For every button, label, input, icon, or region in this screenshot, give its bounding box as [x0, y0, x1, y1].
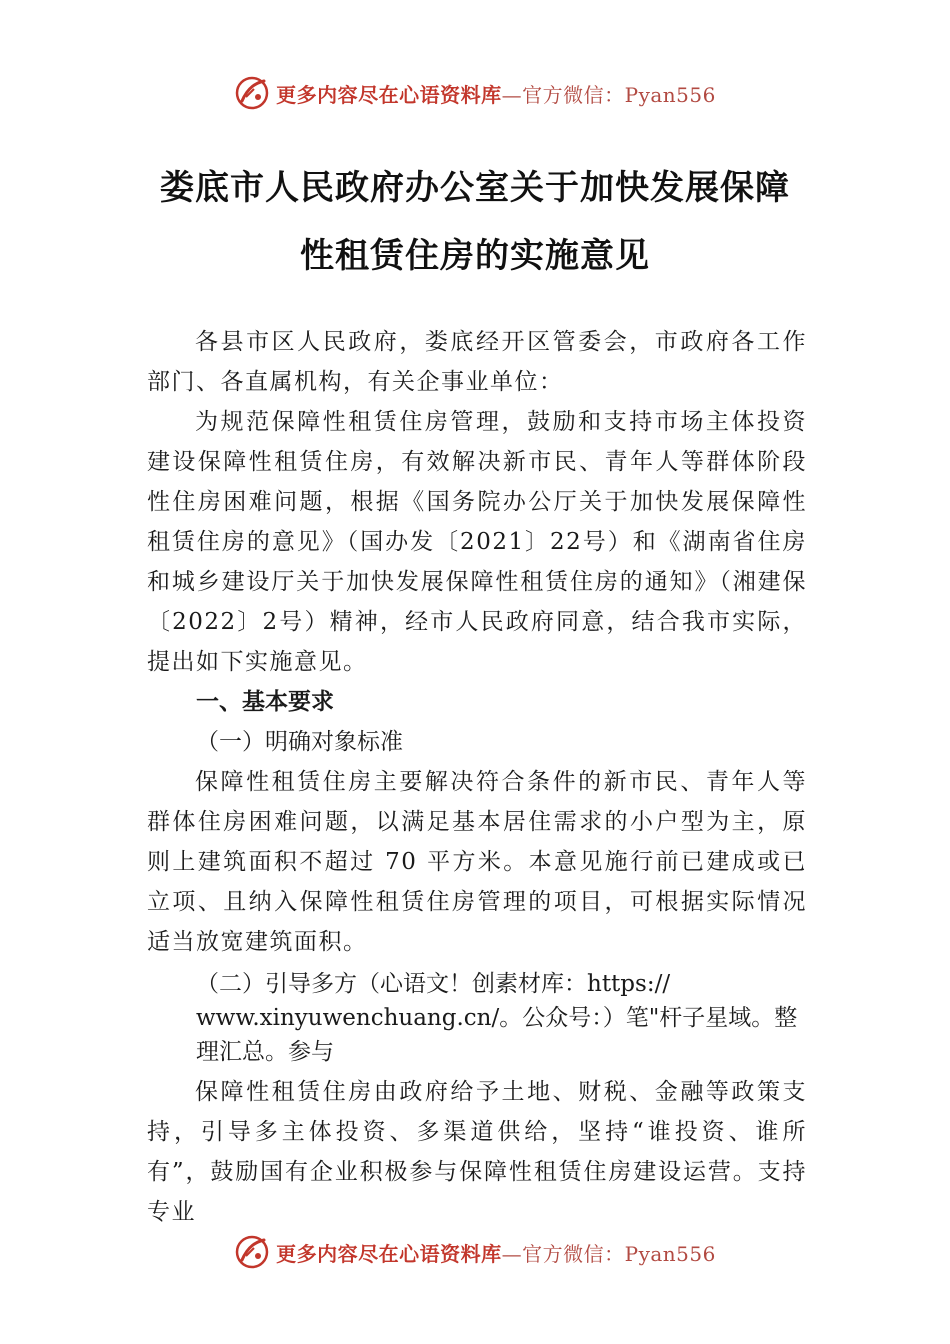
header-banner	[0, 73, 950, 113]
banner-main: 更多内容尽在心语资料库	[276, 1241, 502, 1266]
logo-icon	[234, 1234, 270, 1270]
intro-paragraph: 为规范保障性租赁住房管理，鼓励和支持市场主体投资建设保障性租赁住房，有效解决新市民、青年人等群体阶段性住房困难问题，根据《国务院办公厅关于加快发展保障性租赁住房的意见》（国办发〔2021〕22号）和《湖南省住房和城乡建设厅关于加快发展保障性租赁住房的通知》（湘建保〔2022〕2号）精神，经市人民政府同意，结合我市实际，提出如下实施意见。	[147, 409, 807, 675]
document-title-line1: 娄底市人民政府办公室关于加快发展保障	[160, 168, 790, 208]
subsection-heading-2-line3: 理汇总。参与	[196, 1039, 334, 1065]
footer-banner	[0, 1232, 950, 1272]
subsection-1-paragraph: 保障性租赁住房主要解决符合条件的新市民、青年人等群体住房困难问题，以满足基本居住需求的小户型为主，原则上建筑面积不超过 70 平方米。本意见施行前已建成或已立项、且纳入保障性租赁住房管理的项目，可根据实际情况适当放宽建筑面积。	[147, 769, 807, 955]
subsection-2-paragraph: 保障性租赁住房由政府给予土地、财税、金融等政策支持，引导多主体投资、多渠道供给，坚持“谁投资、谁所有”，鼓励国有企业积极参与保障性租赁住房建设运营。支持专业	[147, 1079, 807, 1225]
logo-icon	[234, 75, 270, 111]
section-heading-basic-requirements: 一、基本要求	[196, 689, 334, 715]
banner-sub: —官方微信：Pyan556	[501, 82, 716, 107]
banner-text	[276, 79, 716, 108]
recipients-paragraph: 各县市区人民政府，娄底经开区管委会，市政府各工作部门、各直属机构，有关企事业单位：	[147, 329, 807, 395]
subsection-heading-1: （一）明确对象标准	[196, 729, 403, 755]
banner-sub: —官方微信：Pyan556	[501, 1241, 716, 1266]
subsection-heading-2-line1: （二）引导多方（心语文！创素材库：https://	[196, 971, 671, 997]
document-title-line2: 性租赁住房的实施意见	[300, 236, 650, 276]
subsection-heading-2-line2: www.xinyuwenchuang.cn/。公众号：）笔"杆子星域。整	[196, 1005, 798, 1031]
banner-main: 更多内容尽在心语资料库	[276, 82, 502, 107]
banner-text	[276, 1238, 716, 1267]
